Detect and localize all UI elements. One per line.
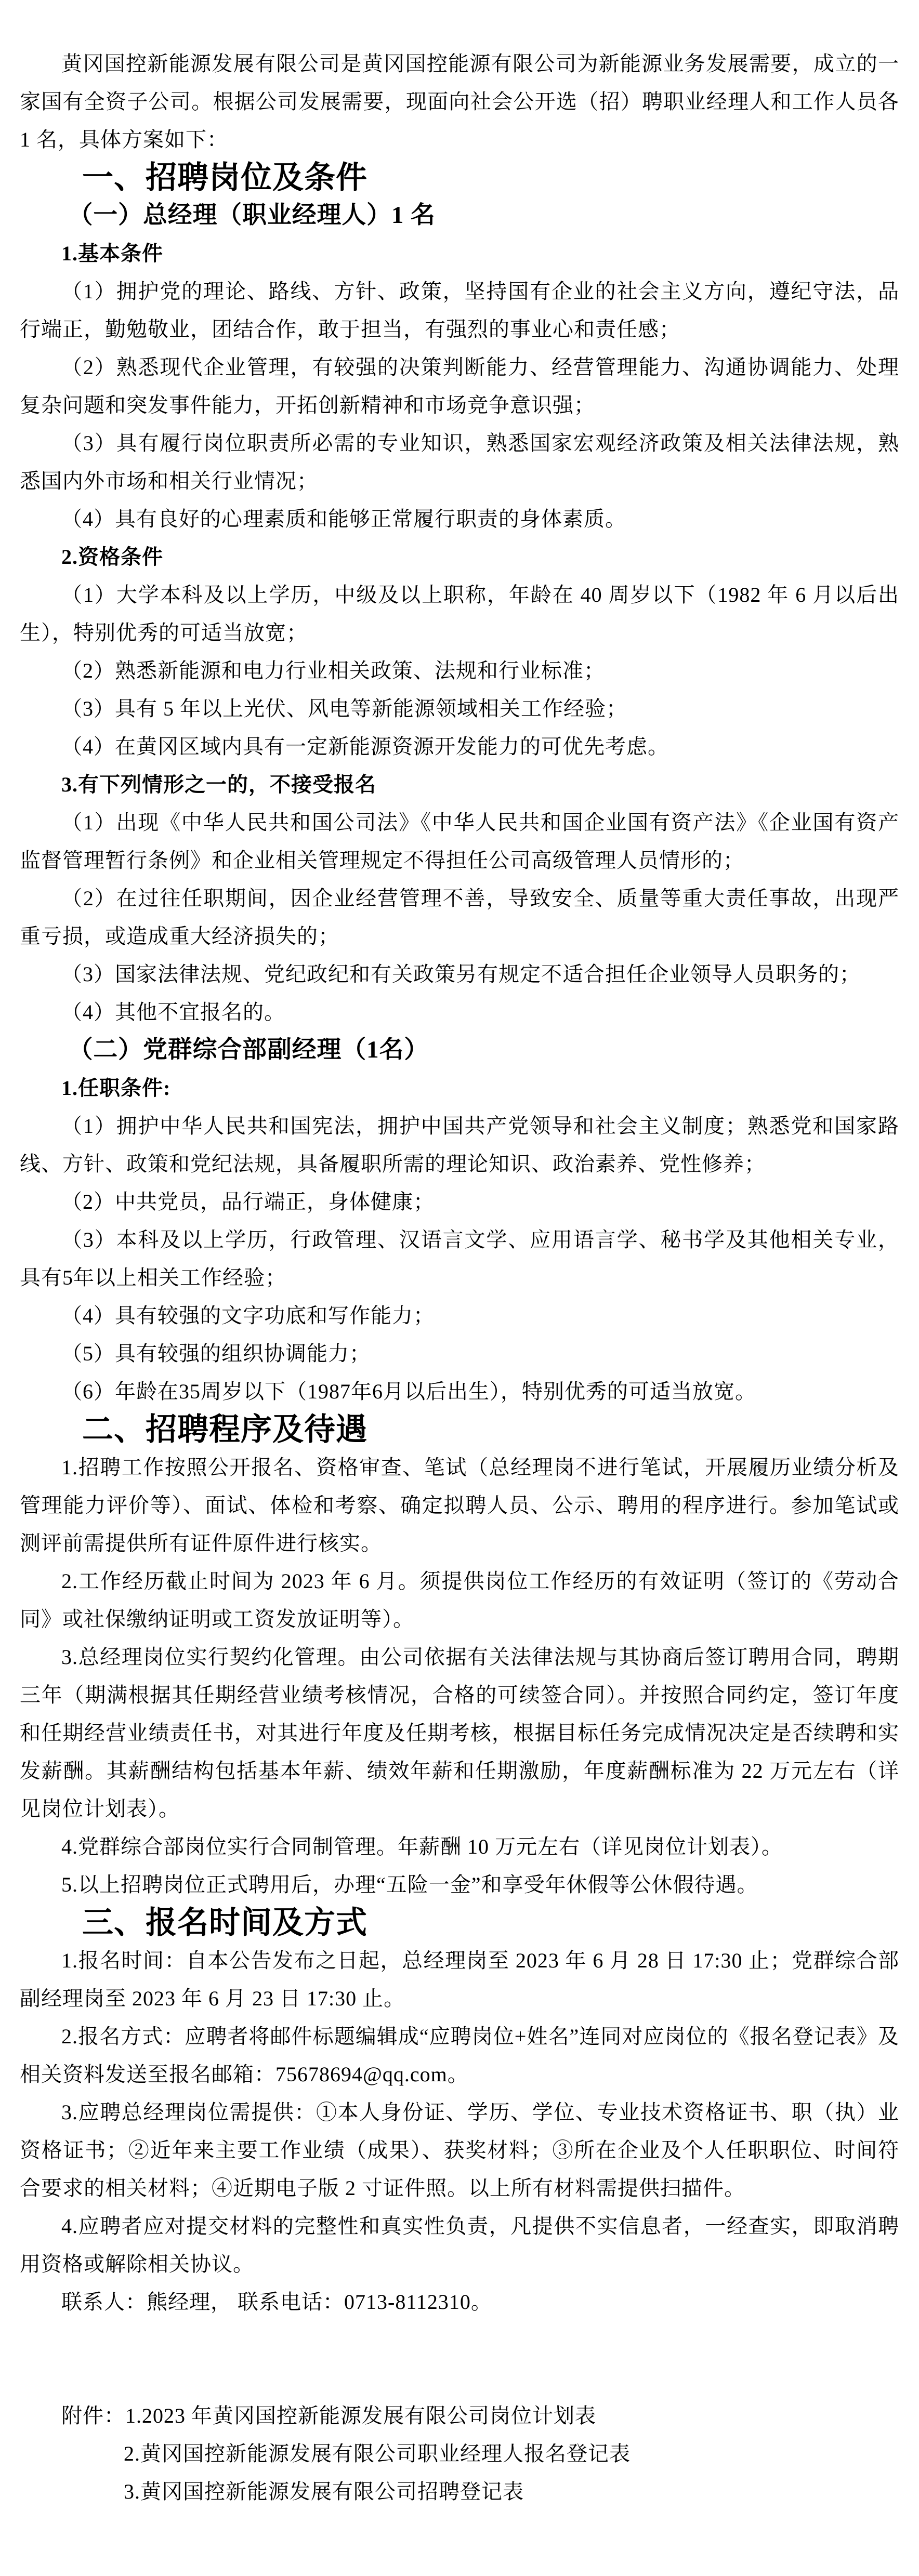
basic-condition-item-2: （2）熟悉现代企业管理，有较强的决策判断能力、经营管理能力、沟通协调能力、处理复杂问题和突发事件能力，开拓创新精神和市场竞争意识强； [20, 355, 899, 417]
rejection-item-3: （3）国家法律法规、党纪政纪和有关政策另有规定不适合担任企业领导人员职务的； [61, 962, 861, 986]
contact-line: 联系人：熊经理， 联系电话：0713-8112310。 [61, 2290, 492, 2314]
appointment-item-6: （6）年龄在35周岁以下（1987年6月以后出生），特别优秀的可适当放宽。 [61, 1380, 756, 1403]
procedure-item-5: 5.以上招聘岗位正式聘用后，办理“五险一金”和享受年休假等公休假待遇。 [61, 1873, 758, 1896]
rejection-item-2: （2）在过往任职期间，因企业经营管理不善，导致安全、质量等重大责任事故，出现严重亏损，或造成重大经济损失的； [20, 887, 899, 948]
qualification-item-2: （2）熟悉新能源和电力行业相关政策、法规和行业标准； [61, 659, 605, 682]
required-materials-paragraph: 3.应聘总经理岗位需提供：①本人身份证、学历、学位、专业技术资格证书、职（执）业资格证书；②近年来主要工作业绩（成果）、获奖材料；③所在企业及个人任职职位、时间符合要求的相关材料；④近期电子版 2 寸证件照。以上所有材料需提供扫描件。 [20, 2101, 899, 2200]
appointment-item-2: （2）中共党员，品行端正，身体健康； [61, 1190, 435, 1213]
qualification-item-4: （4）在黄冈区域内具有一定新能源资源开发能力的可优先考虑。 [61, 735, 669, 758]
basic-condition-item-3: （3）具有履行岗位职责所必需的专业知识，熟悉国家宏观经济政策及相关法律法规，熟悉国内外市场和相关行业情况； [20, 431, 899, 493]
authenticity-notice-paragraph: 4.应聘者应对提交材料的完整性和真实性负责，凡提供不实信息者，一经查实，即取消聘用资格或解除相关协议。 [20, 2214, 899, 2276]
section-3-heading: 三、报名时间及方式 [82, 1905, 367, 1940]
qualification-item-3: （3）具有 5 年以上光伏、风电等新能源领域相关工作经验； [61, 697, 627, 720]
intro-paragraph: 黄冈国控新能源发展有限公司是黄冈国控能源有限公司为新能源业务发展需要，成立的一家国有全资子公司。根据公司发展需要，现面向社会公开选（招）聘职业经理人和工作人员各 1 名，具体方案如下： [20, 52, 899, 151]
rejection-conditions-heading: 3.有下列情形之一的，不接受报名 [61, 773, 376, 796]
attachment-line-1: 附件：1.2023 年黄冈国控新能源发展有限公司岗位计划表 [61, 2404, 596, 2427]
procedure-item-2: 2.工作经历截止时间为 2023 年 6 月。须提供岗位工作经历的有效证明（签订的《劳动合同》或社保缴纳证明或工资发放证明等）。 [20, 1569, 899, 1631]
appointment-item-5: （5）具有较强的组织协调能力； [61, 1342, 371, 1365]
basic-condition-item-1: （1）拥护党的理论、路线、方针、政策，坚持国有企业的社会主义方向，遵纪守法，品行端正，勤勉敬业，团结合作，敢于担当，有强烈的事业心和责任感； [20, 280, 899, 341]
section-1-heading: 一、招聘岗位及条件 [82, 160, 367, 195]
procedure-item-1: 1.招聘工作按照公开报名、资格审查、笔试（总经理岗不进行笔试，开展履历业绩分析及管理能力评价等）、面试、体检和考察、确定拟聘人员、公示、聘用的程序进行。参加笔试或测评前需提供所有证件原件进行核实。 [20, 1456, 899, 1555]
appointment-item-4: （4）具有较强的文字功底和写作能力； [61, 1304, 435, 1327]
attachment-line-2: 2.黄冈国控新能源发展有限公司职业经理人报名登记表 [124, 2442, 631, 2465]
qualification-item-1: （1）大学本科及以上学历，中级及以上职称，年龄在 40 周岁以下（1982 年 6 月以后出生），特别优秀的可适当放宽； [20, 583, 899, 644]
appointment-item-3: （3）本科及以上学历，行政管理、汉语言文学、应用语言学、秘书学及其他相关专业，具有5年以上相关工作经验； [20, 1228, 899, 1289]
position-2-heading: （二）党群综合部副经理（1名） [68, 1036, 429, 1063]
application-method-paragraph: 2.报名方式：应聘者将邮件标题编辑成“应聘岗位+姓名”连同对应岗位的《报名登记表》及相关资料发送至报名邮箱：75678694@qq.com。 [20, 2025, 899, 2086]
rejection-item-4: （4）其他不宜报名的。 [61, 1000, 285, 1024]
qualification-conditions-heading: 2.资格条件 [61, 545, 163, 569]
appointment-item-1: （1）拥护中华人民共和国宪法，拥护中国共产党领导和社会主义制度；熟悉党和国家路线、方针、政策和党纪法规，具备履职所需的理论知识、政治素养、党性修养； [20, 1114, 899, 1175]
basic-condition-item-4: （4）具有良好的心理素质和能够正常履行职责的身体素质。 [61, 507, 626, 531]
procedure-item-4: 4.党群综合部岗位实行合同制管理。年薪酬 10 万元左右（详见岗位计划表）。 [61, 1835, 783, 1858]
application-time-paragraph: 1.报名时间：自本公告发布之日起，总经理岗至 2023 年 6 月 28 日 17:30 止；党群综合部副经理岗至 2023 年 6 月 23 日 17:30 止。 [20, 1949, 899, 2010]
section-2-heading: 二、招聘程序及待遇 [82, 1412, 367, 1447]
procedure-item-3: 3.总经理岗位实行契约化管理。由公司依据有关法律法规与其协商后签订聘用合同，聘期三年（期满根据其任期经营业绩考核情况，合格的可续签合同）。并按照合同约定，签订年度和任期经营业绩责任书，对其进行年度及任期考核，根据目标任务完成情况决定是否续聘和实发薪酬。其薪酬结构包括基本年薪、绩效年薪和任期激励，年度薪酬标准为 22 万元左右（详见岗位计划表）。 [20, 1645, 899, 1820]
rejection-item-1: （1）出现《中华人民共和国公司法》《中华人民共和国企业国有资产法》《企业国有资产监督管理暂行条例》和企业相关管理规定不得担任公司高级管理人员情形的； [20, 811, 899, 872]
appointment-conditions-heading: 1.任职条件: [61, 1076, 171, 1100]
basic-conditions-heading: 1.基本条件 [61, 242, 163, 265]
attachment-line-3: 3.黄冈国控新能源发展有限公司招聘登记表 [124, 2480, 524, 2503]
position-1-heading: （一）总经理（职业经理人）1 名 [68, 202, 436, 229]
